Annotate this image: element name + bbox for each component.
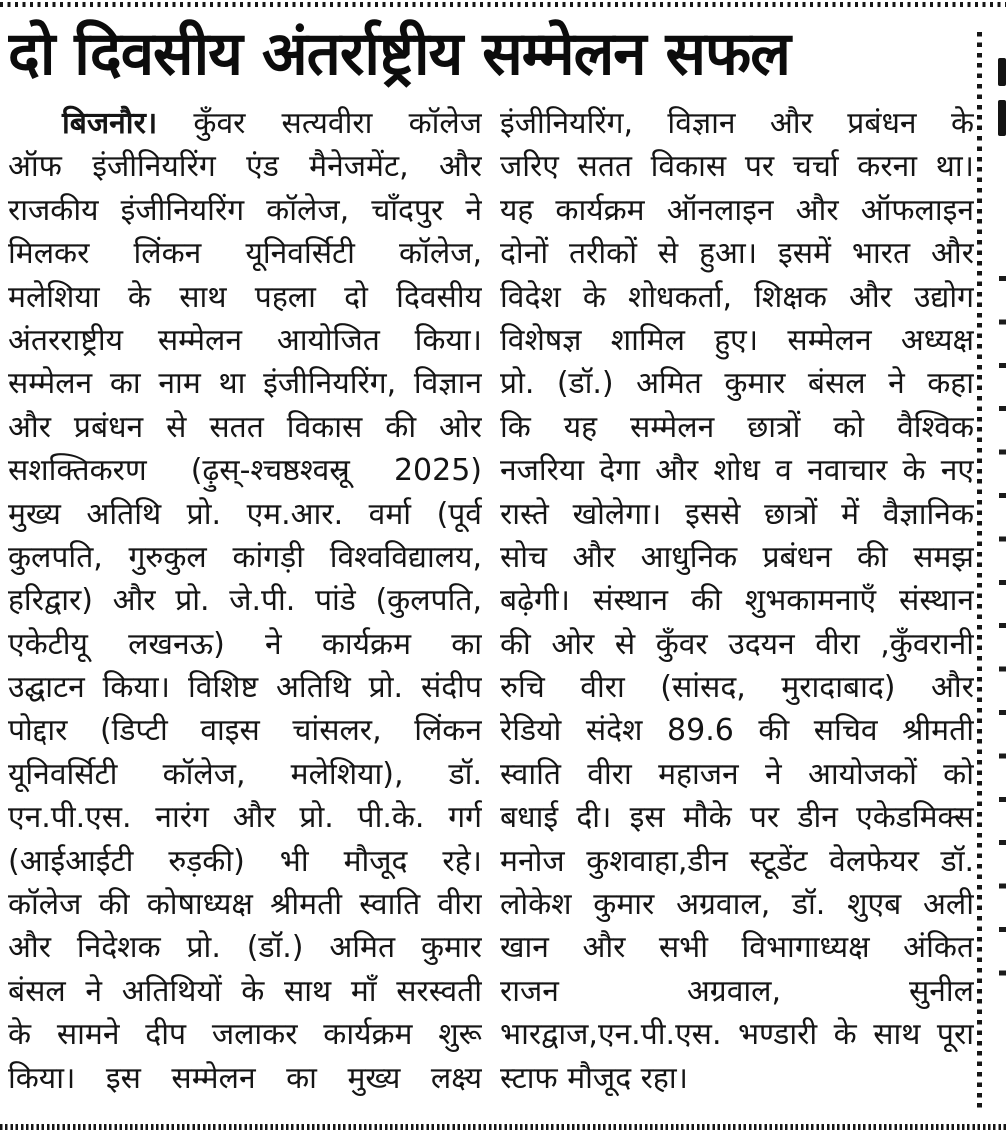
paragraph-line: दोनों तरीकों से हुआ। इसमें भारत और xyxy=(500,236,974,272)
paragraph-first-line xyxy=(8,102,482,145)
paragraph-line: मुख्य अतिथि प्रो. एम.आर. वर्मा (पूर्व xyxy=(8,496,482,532)
paragraph-line: विशेषज्ञ शामिल हुए। सम्मेलन अध्यक्ष xyxy=(500,322,974,358)
paragraph-line: स्वाति वीरा महाजन ने आयोजकों को xyxy=(500,756,974,792)
bottom-dotted-rule xyxy=(0,1124,1006,1130)
paragraph-line: यूनिवर्सिटी कॉलेज, मलेशिया), डॉ. xyxy=(8,756,482,792)
paragraph-line: एकेटीयू लखनऊ) ने कार्यक्रम का xyxy=(8,626,482,662)
paragraph-line: पोद्दार (डिप्टी वाइस चांसलर, लिंकन xyxy=(8,713,482,749)
paragraph-line: एन.पी.एस. नारंग और प्रो. पी.के. गर्ग xyxy=(8,800,482,836)
paragraph-line: लोकेश कुमार अग्रवाल, डॉ. शुएब अली xyxy=(500,887,974,923)
article-headline: दो दिवसीय अंतर्राष्ट्रीय सम्मेलन सफल xyxy=(8,19,790,89)
paragraph-line: खान और सभी विभागाध्यक्ष अंकित xyxy=(500,930,974,966)
paragraph-line: भारद्वाज,एन.पी.एस. भण्डारी के साथ पूरा xyxy=(500,1017,974,1053)
paragraph-line: ऑफ इंजीनियरिंग एंड मैनेजमेंट, और xyxy=(8,149,482,185)
paragraph-line: और निदेशक प्रो. (डॉ.) अमित कुमार xyxy=(8,930,482,966)
paragraph-line: की ओर से कुँवर उदयन वीरा ,कुँवरानी xyxy=(500,626,974,662)
adjacent-text-fragment xyxy=(998,100,1006,136)
paragraph-line: राजकीय इंजीनियरिंग कॉलेज, चाँदपुर ने xyxy=(8,192,482,228)
dateline: बिजनौर। xyxy=(62,106,158,141)
adjacent-column-fragments xyxy=(996,0,1006,1142)
right-dotted-rule xyxy=(977,32,982,1112)
paragraph-line: सम्मेलन का नाम था इंजीनियरिंग, विज्ञान xyxy=(8,366,482,402)
adjacent-text-fragment xyxy=(998,58,1006,86)
paragraph-line: राजन अग्रवाल, सुनील xyxy=(500,973,974,1009)
paragraph-line: बंसल ने अतिथियों के साथ माँ सरस्वती xyxy=(8,973,482,1009)
paragraph-line: अंतरराष्ट्रीय सम्मेलन आयोजित किया। xyxy=(8,322,482,358)
paragraph-line: सशक्तिकरण (ढ़ुस्-श्चष्ठश्वस्रू 2025) xyxy=(8,453,482,489)
paragraph-line: जरिए सतत विकास पर चर्चा करना था। xyxy=(500,149,974,185)
paragraph-line: हरिद्वार) और प्रो. जे.पी. पांडे (कुलपति, xyxy=(8,583,482,619)
paragraph-line: कॉलेज की कोषाध्यक्ष श्रीमती स्वाति वीरा xyxy=(8,887,482,923)
paragraph-line: स्टाफ मौजूद रहा। xyxy=(500,1060,689,1096)
paragraph-line: और प्रबंधन से सतत विकास की ओर xyxy=(8,409,482,445)
paragraph-line: मलेशिया के साथ पहला दो दिवसीय xyxy=(8,279,482,315)
paragraph-line: रास्ते खोलेगा। इससे छात्रों में वैज्ञानिक xyxy=(500,496,974,532)
adjacent-text-fragment-ticks xyxy=(999,276,1006,1014)
paragraph-line: रेडियो संदेश 89.6 की सचिव श्रीमती xyxy=(500,713,974,749)
paragraph-line: उद्घाटन किया। विशिष्ट अतिथि प्रो. संदीप xyxy=(8,670,482,706)
article-column-2 xyxy=(500,102,974,1100)
paragraph-line: किया। इस सम्मेलन का मुख्य लक्ष्य xyxy=(8,1060,482,1096)
article-body xyxy=(8,102,974,1100)
paragraph-line: इंजीनियरिंग, विज्ञान और प्रबंधन के xyxy=(500,106,974,141)
paragraph-line: नजरिया देगा और शोध व नवाचार के नए xyxy=(500,453,974,489)
paragraph-line: रुचि वीरा (सांसद, मुरादाबाद) और xyxy=(500,670,974,706)
paragraph-line: कि यह सम्मेलन छात्रों को वैश्विक xyxy=(500,409,974,445)
paragraph-line: बधाई दी। इस मौके पर डीन एकेडमिक्स xyxy=(500,800,974,836)
line-text: कुँवर सत्यवीरा कॉलेज xyxy=(193,106,482,141)
paragraph-line: बढ़ेगी। संस्थान की शुभकामनाएँ संस्थान xyxy=(500,583,974,619)
paragraph-line: यह कार्यक्रम ऑनलाइन और ऑफलाइन xyxy=(500,192,974,228)
article-column-1 xyxy=(8,102,482,1100)
top-dotted-rule xyxy=(0,2,1006,7)
paragraph-line: विदेश के शोधकर्ता, शिक्षक और उद्योग xyxy=(500,279,974,315)
paragraph-line: प्रो. (डॉ.) अमित कुमार बंसल ने कहा xyxy=(500,366,974,402)
paragraph-line: (आईआईटी रुड़की) भी मौजूद रहे। xyxy=(8,843,482,879)
paragraph-line: के सामने दीप जलाकर कार्यक्रम शुरू xyxy=(8,1017,482,1053)
paragraph-line: सोच और आधुनिक प्रबंधन की समझ xyxy=(500,539,974,575)
paragraph-line: कुलपति, गुरुकुल कांगड़ी विश्वविद्यालय, xyxy=(8,539,482,575)
paragraph-line: मनोज कुशवाहा,डीन स्टूडेंट वेलफेयर डॉ. xyxy=(500,843,974,879)
paragraph-line: मिलकर लिंकन यूनिवर्सिटी कॉलेज, xyxy=(8,236,482,272)
